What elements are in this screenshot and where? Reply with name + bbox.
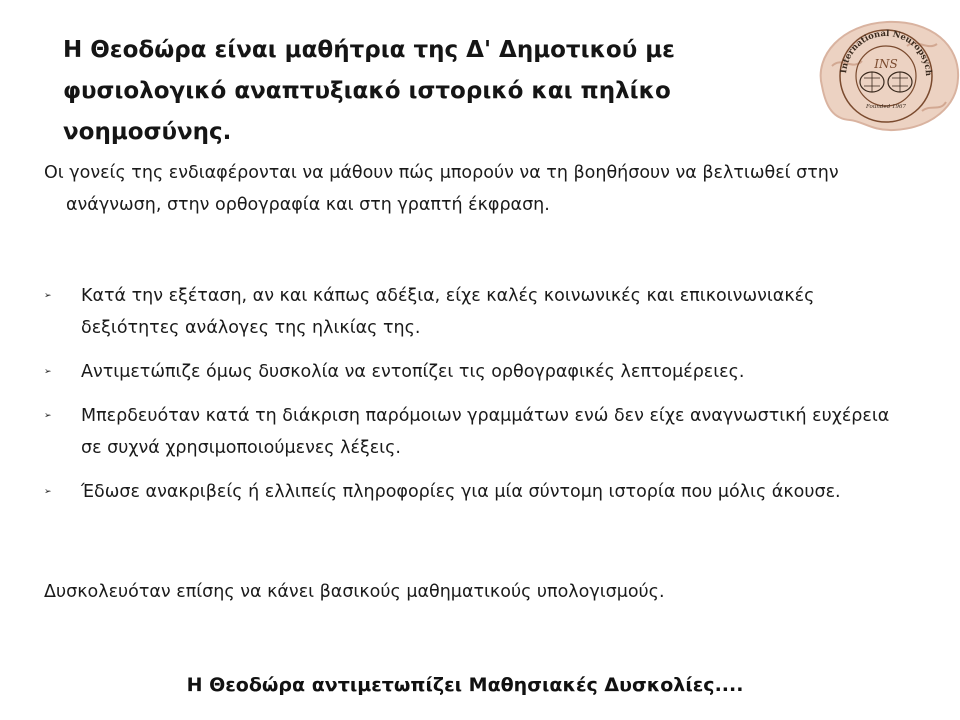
logo-founded-text: Founded 1967 [866,104,906,110]
list-item-text: Κατά την εξέταση, αν και κάπως αδέξια, είχε καλές κοινωνικές και επικοινωνιακές δεξιότητες ανάλογες της ηλικίας της. [81,286,815,338]
list-item [44,280,904,344]
arrow-bullet-icon: ➢ [44,367,52,377]
closing-paragraph: Δυσκολευόταν επίσης να κάνει βασικούς μαθηματικούς υπολογισμούς. [44,582,665,602]
arrow-bullet-icon: ➢ [44,487,52,497]
slide-title: Η Θεοδώρα είναι μαθήτρια της Δ' Δημοτικού με φυσιολογικό αναπτυξιακό ιστορικό και πηλίκο νοημοσύνης. [63,37,675,145]
logo-center-text: INS [874,57,898,71]
arrow-bullet-icon: ➢ [44,291,52,301]
findings-list [44,280,904,520]
ins-logo [812,16,960,134]
list-item-text: Αντιμετώπιζε όμως δυσκολία να εντοπίζει τις ορθογραφικές λεπτομέρειες. [81,362,745,382]
intro-paragraph: Οι γονείς της ενδιαφέρονται να μάθουν πώς μπορούν να τη βοηθήσουν να βελτιωθεί στην ανάγνωση, στην ορθογραφία και στη γραπτή έκφραση. [44,163,839,215]
arrow-bullet-icon: ➢ [44,411,52,421]
list-item [44,400,904,464]
brain-logo-icon [812,16,960,134]
list-item-text: Μπερδευόταν κατά τη διάκριση παρόμοιων γραμμάτων ενώ δεν είχε αναγνωστική ευχέρεια σε συχνά χρησιμοποιούμενες λέξεις. [81,406,890,458]
list-item-text: Έδωσε ανακριβείς ή ελλιπείς πληροφορίες για μία σύντομη ιστορία που μόλις άκουσε. [81,482,841,502]
list-item [44,476,904,508]
list-item [44,356,904,388]
logo-ring-text: International Neuropsych [839,28,934,77]
conclusion-text: Η Θεοδώρα αντιμετωπίζει Μαθησιακές Δυσκολίες.... [186,674,744,696]
